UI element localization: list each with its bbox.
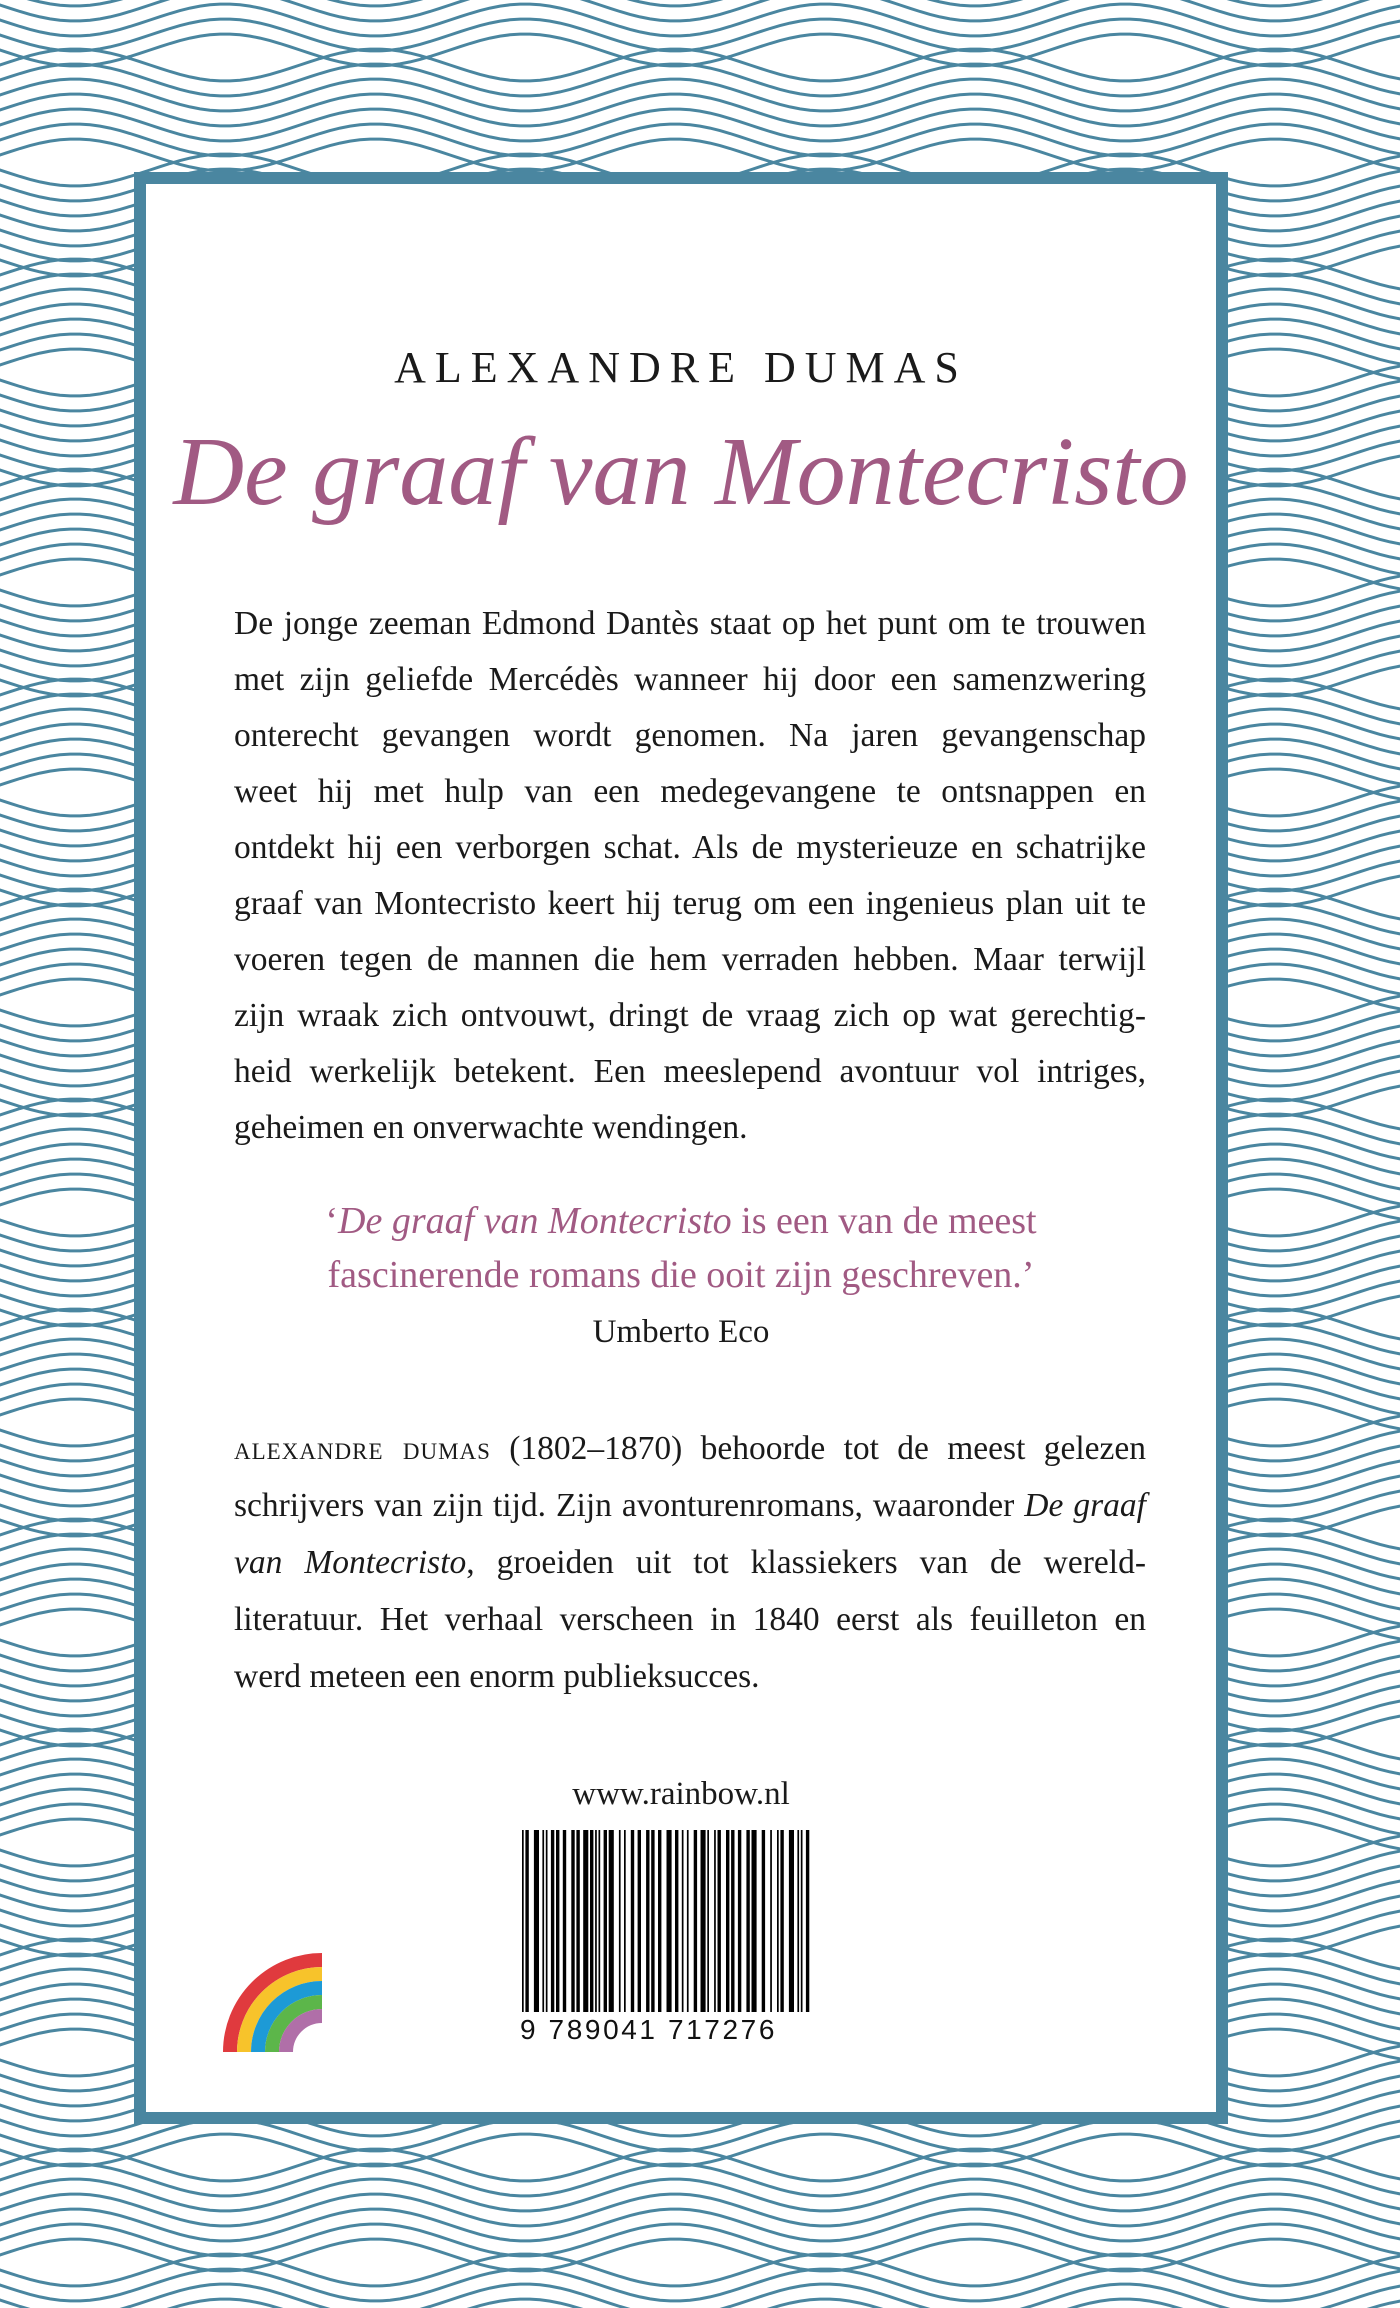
barcode-bar	[638, 1830, 641, 2012]
bio-author-name: alexandre dumas	[234, 1430, 491, 1467]
barcode-bar	[806, 1830, 809, 2012]
barcode-bar	[687, 1830, 689, 2012]
barcode-bar	[718, 1830, 721, 2012]
barcode-bar	[714, 1830, 716, 2012]
barcode-bar	[542, 1830, 544, 2012]
author-bio	[234, 1420, 1146, 1705]
barcode-bar	[583, 1830, 588, 2012]
barcode-bar	[726, 1830, 729, 2012]
barcode-bar	[789, 1830, 794, 2012]
barcode-bar	[694, 1830, 697, 2012]
barcode-bar	[701, 1830, 706, 2012]
wave-line	[0, 2284, 1400, 2308]
barcode-bar	[525, 1830, 528, 2012]
blurb-text	[234, 596, 1146, 1156]
barcode-bar	[780, 1830, 783, 2012]
publisher-website: www.rainbow.nl	[572, 1776, 790, 1812]
isbn-number: 9 789041 717276	[520, 2014, 777, 2045]
quote-line1: is een van de meest	[731, 1200, 1037, 1242]
barcode-bar	[534, 1830, 539, 2012]
author-name: ALEXANDRE DUMAS	[394, 343, 968, 392]
barcode-bar	[571, 1830, 574, 2012]
review-quote	[146, 1194, 1216, 1302]
cover-panel	[134, 172, 1228, 2124]
barcode-bar	[646, 1830, 649, 2012]
blurb-line: voeren tegen de mannen die hem verraden hebben. Maar terwijl	[234, 941, 1146, 978]
blurb-line: onterecht gevangen wordt genomen. Na jaren gevangenschap	[234, 717, 1146, 754]
isbn-barcode	[520, 1830, 810, 2056]
barcode-bar	[595, 1830, 597, 2012]
barcode-bar	[667, 1830, 672, 2012]
barcode-bar	[522, 1830, 524, 2012]
quote-line2: fascinerende romans die ooit zijn geschreven.’	[327, 1254, 1035, 1296]
book-title: De graaf van Montecristo	[173, 418, 1189, 526]
barcode-bars	[520, 1830, 810, 2022]
barcode-bar	[609, 1830, 614, 2012]
barcode-bar	[551, 1830, 554, 2012]
barcode-bar	[619, 1830, 621, 2012]
barcode-bar	[651, 1830, 654, 2012]
barcode-bar	[801, 1830, 803, 2012]
barcode-bar	[624, 1830, 626, 2012]
blurb-line: weet hij met hulp van een medegevangene te ontsnappen en	[234, 773, 1146, 810]
bio-line3-italic: van Montecristo	[234, 1544, 467, 1581]
rainbow-logo-icon	[216, 1946, 328, 2058]
barcode-bar	[738, 1830, 741, 2012]
blurb-line: graaf van Montecristo keert hij terug om een ingenieus plan uit te	[234, 885, 1146, 922]
barcode-bar	[752, 1830, 757, 2012]
barcode-bar	[682, 1830, 684, 2012]
barcode-bar	[770, 1830, 772, 2012]
barcode-bar	[631, 1830, 634, 2012]
bio-line5: werd meteen een enorm publieksucces.	[234, 1658, 760, 1695]
barcode-bar	[576, 1830, 579, 2012]
barcode-bar	[707, 1830, 709, 2012]
barcode-bar	[590, 1830, 593, 2012]
quote-title-italic: De graaf van Montecristo	[338, 1200, 732, 1242]
barcode-bar	[563, 1830, 566, 2012]
blurb-line: geheimen en onverwachte wendingen.	[234, 1109, 748, 1146]
bio-line2: schrijvers van zijn tijd. Zijn avonturenromans, waaronder	[234, 1487, 1025, 1524]
barcode-bar	[546, 1830, 548, 2012]
bio-line3: , groeiden uit tot klassiekers van de wereld-	[466, 1544, 1146, 1581]
blurb-line: met zijn geliefde Mercédès wanneer hij door een samenzwering	[234, 661, 1146, 698]
bio-line2-italic: De graaf	[1024, 1487, 1146, 1524]
quote-attribution: Umberto Eco	[592, 1314, 770, 1350]
blurb-line: heid werkelijk betekent. Een meeslepend avontuur vol intriges,	[234, 1053, 1146, 1090]
wave-line	[0, 2299, 1400, 2308]
quote-open-mark: ‘	[325, 1200, 339, 1242]
barcode-bar	[731, 1830, 734, 2012]
bio-line1: (1802–1870) behoorde tot de meest gelezen	[490, 1430, 1146, 1467]
barcode-bar	[658, 1830, 661, 2012]
barcode-bar	[777, 1830, 779, 2012]
barcode-bar	[599, 1830, 601, 2012]
barcode-bar	[556, 1830, 559, 2012]
blurb-line: ontdekt hij een verborgen schat. Als de mysterieuze en schatrijke	[234, 829, 1146, 866]
barcode-bar	[675, 1830, 678, 2012]
blurb-line: De jonge zeeman Edmond Dantès staat op het punt om te trouwen	[234, 605, 1146, 642]
blurb-line: zijn wraak zich ontvouwt, dringt de vraag zich op wat gerechtig-	[234, 997, 1146, 1034]
barcode-bar	[762, 1830, 765, 2012]
barcode-bar	[797, 1830, 799, 2012]
barcode-bar	[746, 1830, 749, 2012]
barcode-bar	[604, 1830, 607, 2012]
bio-line4: literatuur. Het verhaal verscheen in 1840 eerst als feuilleton en	[234, 1601, 1146, 1638]
